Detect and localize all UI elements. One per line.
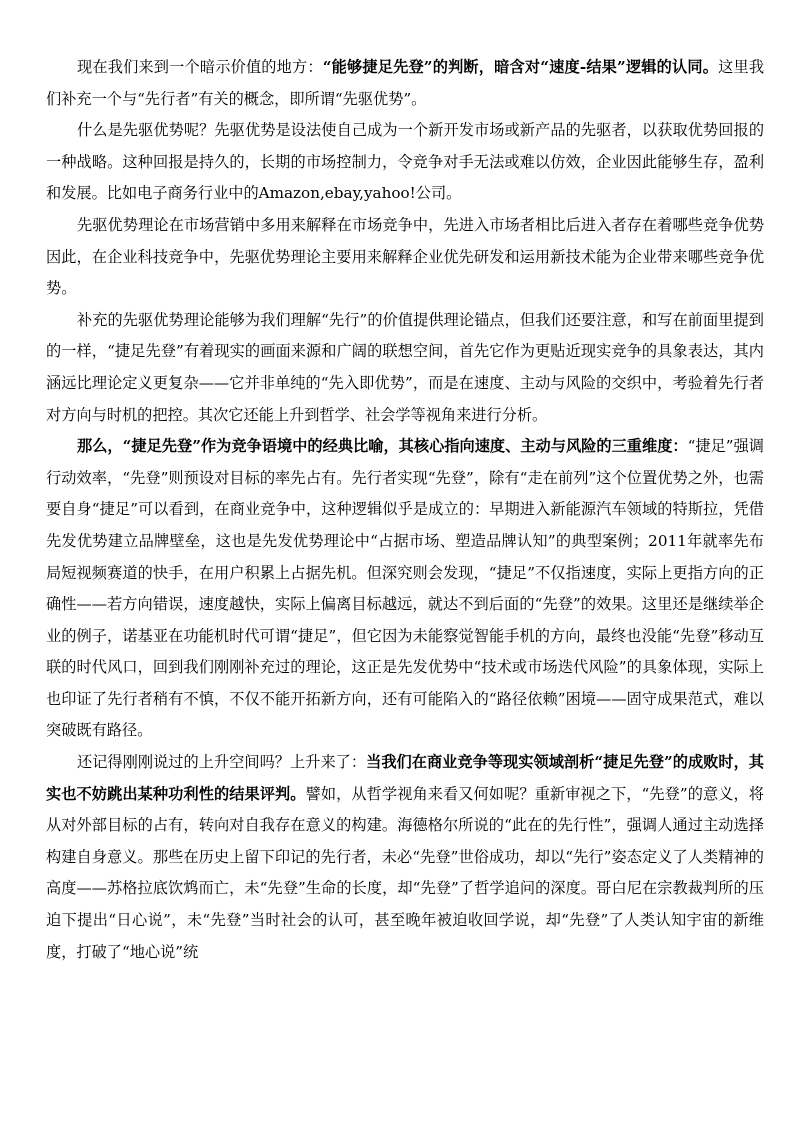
paragraph-text: 什么是先驱优势呢？先驱优势是设法使自己成为一个新开发市场或新产品的先驱者，以获取优势回报的一种战略。这种回报是持久的，长期的市场控制力，令竞争对手无法或难以仿效，企业因此能够生存，盈利和发展。比如电子商务行业中的Amazon,ebay,yahoo!公司。 xyxy=(46,121,764,203)
paragraph-6 xyxy=(46,747,764,968)
document-page xyxy=(46,52,764,968)
paragraph-text: “捷足”强调行动效率，“先登”则预设对目标的率先占有。先行者实现“先登”，除有“走在前列”这个位置优势之外，也需要自身“捷足”可以看到，在商业竞争中，这种逻辑似乎是成立的：早期进入新能源汽车领域的特斯拉，凭借先发优势建立品牌壁垒，这也是先发优势理论中“占据市场、塑造品牌认知”的典型案例；2011年就率先布局短视频赛道的快手，在用户积累上占据先机。但深究则会发现，“捷足”不仅指速度，实际上更指方向的正确性——若方向错误，速度越快，实际上偏离目标越远，就达不到后面的“先登”的效果。这里还是继续举企业的例子，诺基亚在功能机时代可谓“捷足”，但它因为未能察觉智能手机的方向，最终也没能“先登”移动互联的时代风口，回到我们刚刚补充过的理论，这正是先发优势中“技术或市场迭代风险”的具象体现，实际上也印证了先行者稍有不慎，不仅不能开拓新方向，还有可能陷入的“路径依赖”困境——固守成果范式，难以突破既有路径。 xyxy=(46,437,764,740)
paragraph-text: 先驱优势理论在市场营销中多用来解释在市场竞争中，先进入市场者相比后进入者存在着哪些竞争优势因此，在企业科技竞争中，先驱优势理论主要用来解释企业优先研发和运用新技术能为企业带来哪些竞争优势。 xyxy=(46,215,764,298)
paragraph-2 xyxy=(46,115,764,210)
paragraph-1 xyxy=(46,52,764,115)
paragraph-text: 现在我们来到一个暗示价值的地方： xyxy=(77,58,323,76)
paragraph-bold-text: “能够捷足先登”的判断，暗含对“速度-结果”逻辑的认同。 xyxy=(322,58,719,76)
paragraph-3 xyxy=(46,210,764,305)
paragraph-text: 还记得刚刚说过的上升空间吗？上升来了： xyxy=(77,753,367,772)
paragraph-bold-text: 当我们在商业竞争等现实领域剖析“捷足先登”的成败时，其实也不妨跳出某种功利性的结果评判。 xyxy=(46,753,764,803)
paragraph-text: 这里我们补充一个与“先行者”有关的概念，即所谓“先驱优势”。 xyxy=(46,58,765,108)
paragraph-text: 譬如，从哲学视角来看又何如呢？重新审视之下，“先登”的意义，将从对外部目标的占有，转向对自我存在意义的构建。海德格尔所说的“此在的先行性”，强调人通过主动选择构建自身意义。那些在历史上留下印记的先行者，未必“先登”世俗成功，却以“先行”姿态定义了人类精神的高度——苏格拉底饮鸩而亡，未“先登”生命的长度，却“先登”了哲学追问的深度。哥白尼在宗教裁判所的压迫下提出“日心说”，未“先登”当时社会的认可，甚至晚年被迫收回学说，却“先登”了人类认知宇宙的新维度，打破了“地心说”统 xyxy=(46,784,764,961)
paragraph-bold-text: 那么，“捷足先登”作为竞争语境中的经典比喻，其核心指向速度、主动与风险的三重维度： xyxy=(77,437,688,456)
paragraph-4 xyxy=(46,305,764,431)
paragraph-text: 补充的先驱优势理论能够为我们理解“先行”的价值提供理论锚点，但我们还要注意，和写在前面里提到的一样，“捷足先登”有着现实的画面来源和广阔的联想空间，首先它作为更贴近现实竞争的具象表达，其内涵远比理论定义更复杂——它并非单纯的“先入即优势”，而是在速度、主动与风险的交织中，考验着先行者对方向与时机的把控。其次它还能上升到哲学、社会学等视角来进行分析。 xyxy=(46,310,764,424)
paragraph-5 xyxy=(46,431,764,747)
